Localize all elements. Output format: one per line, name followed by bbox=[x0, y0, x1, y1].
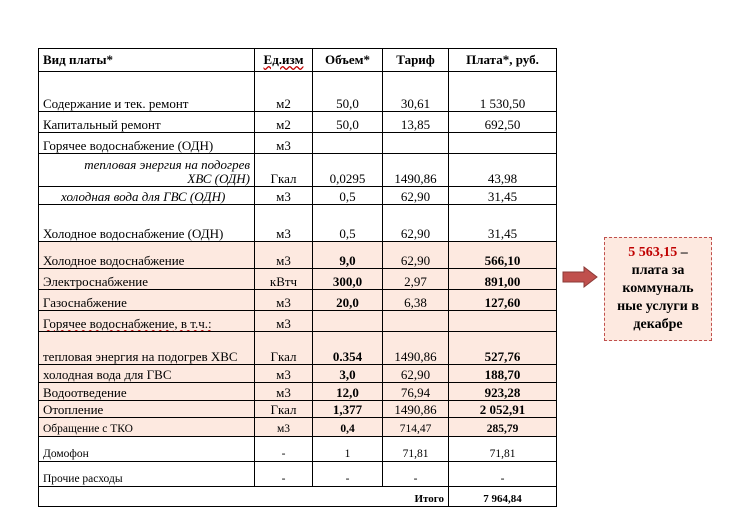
row-unit: м2 bbox=[255, 112, 313, 133]
row-unit: м3 bbox=[255, 187, 313, 205]
row-name: Прочие расходы bbox=[39, 462, 255, 487]
row-tariff: 6,38 bbox=[383, 290, 449, 311]
row-tariff: 62,90 bbox=[383, 205, 449, 242]
row-unit: - bbox=[255, 437, 313, 462]
table-row bbox=[39, 365, 557, 383]
table-row bbox=[39, 72, 557, 112]
row-payment: 527,76 bbox=[449, 332, 557, 365]
callout-amount: 5 563,15 bbox=[628, 245, 678, 260]
row-payment: 285,79 bbox=[449, 418, 557, 437]
row-volume: 1 bbox=[313, 437, 383, 462]
table-row bbox=[39, 332, 557, 365]
table-row bbox=[39, 187, 557, 205]
row-unit: м3 bbox=[255, 242, 313, 269]
row-unit: Гкал bbox=[255, 401, 313, 418]
row-payment: 31,45 bbox=[449, 187, 557, 205]
row-name: Отопление bbox=[39, 401, 255, 418]
row-name: Содержание и тек. ремонт bbox=[39, 72, 255, 112]
billing-table bbox=[38, 48, 557, 507]
row-unit: м3 bbox=[255, 205, 313, 242]
table-row bbox=[39, 133, 557, 154]
row-volume: 0,0295 bbox=[313, 154, 383, 187]
table-row bbox=[39, 154, 557, 187]
row-payment: 566,10 bbox=[449, 242, 557, 269]
row-name: Холодное водоснабжение bbox=[39, 242, 255, 269]
row-name: Домофон bbox=[39, 437, 255, 462]
callout-amount-line bbox=[628, 244, 688, 262]
row-payment bbox=[449, 133, 557, 154]
row-payment: 188,70 bbox=[449, 365, 557, 383]
row-name: холодная вода для ГВС (ОДН) bbox=[39, 187, 255, 205]
row-unit: м2 bbox=[255, 72, 313, 112]
row-volume: 3,0 bbox=[313, 365, 383, 383]
row-tariff: 13,85 bbox=[383, 112, 449, 133]
table-row bbox=[39, 269, 557, 290]
row-volume: 1,377 bbox=[313, 401, 383, 418]
table-row bbox=[39, 401, 557, 418]
total-value: 7 964,84 bbox=[449, 487, 557, 507]
row-unit: м3 bbox=[255, 383, 313, 401]
row-payment bbox=[449, 311, 557, 332]
header-payment: Плата*, руб. bbox=[449, 49, 557, 72]
row-volume: 0,4 bbox=[313, 418, 383, 437]
row-unit: м3 bbox=[255, 133, 313, 154]
total-label: Итого bbox=[39, 487, 449, 507]
callout-dash: – bbox=[677, 245, 688, 260]
row-name: Водоотведение bbox=[39, 383, 255, 401]
row-volume: 0,5 bbox=[313, 205, 383, 242]
row-volume: 0,5 bbox=[313, 187, 383, 205]
row-name: Капитальный ремонт bbox=[39, 112, 255, 133]
row-tariff bbox=[383, 133, 449, 154]
row-tariff: 714,47 bbox=[383, 418, 449, 437]
row-payment: 891,00 bbox=[449, 269, 557, 290]
row-tariff: 62,90 bbox=[383, 365, 449, 383]
table-row bbox=[39, 418, 557, 437]
row-tariff: 2,97 bbox=[383, 269, 449, 290]
row-unit: Гкал bbox=[255, 332, 313, 365]
table-header-row bbox=[39, 49, 557, 72]
row-unit: Гкал bbox=[255, 154, 313, 187]
row-volume: 50,0 bbox=[313, 112, 383, 133]
row-tariff: 76,94 bbox=[383, 383, 449, 401]
row-volume: 300,0 bbox=[313, 269, 383, 290]
row-name: Горячее водоснабжение, в т.ч.: bbox=[39, 311, 255, 332]
table-row bbox=[39, 205, 557, 242]
table-row bbox=[39, 311, 557, 332]
header-tariff: Тариф bbox=[383, 49, 449, 72]
total-row bbox=[39, 487, 557, 507]
header-unit: Ед.изм bbox=[255, 49, 313, 72]
row-unit: кВтч bbox=[255, 269, 313, 290]
table-row bbox=[39, 437, 557, 462]
row-payment: 43,98 bbox=[449, 154, 557, 187]
row-tariff bbox=[383, 311, 449, 332]
row-payment: 923,28 bbox=[449, 383, 557, 401]
row-tariff: 30,61 bbox=[383, 72, 449, 112]
table-row bbox=[39, 290, 557, 311]
header-volume: Объем* bbox=[313, 49, 383, 72]
row-name: холодная вода для ГВС bbox=[39, 365, 255, 383]
row-volume: 0.354 bbox=[313, 332, 383, 365]
row-payment: 1 530,50 bbox=[449, 72, 557, 112]
row-tariff: 1490,86 bbox=[383, 154, 449, 187]
row-payment: 692,50 bbox=[449, 112, 557, 133]
row-volume bbox=[313, 133, 383, 154]
arrow-right-icon bbox=[562, 266, 598, 288]
row-name: Электроснабжение bbox=[39, 269, 255, 290]
row-tariff: 1490,86 bbox=[383, 332, 449, 365]
row-volume: - bbox=[313, 462, 383, 487]
december-utilities-callout bbox=[604, 237, 712, 341]
row-payment: 31,45 bbox=[449, 205, 557, 242]
row-volume: 50,0 bbox=[313, 72, 383, 112]
row-name: Обращение с ТКО bbox=[39, 418, 255, 437]
row-payment: 127,60 bbox=[449, 290, 557, 311]
row-payment: - bbox=[449, 462, 557, 487]
row-name: Горячее водоснабжение (ОДН) bbox=[39, 133, 255, 154]
table-row bbox=[39, 383, 557, 401]
row-tariff: 1490,86 bbox=[383, 401, 449, 418]
row-volume: 12,0 bbox=[313, 383, 383, 401]
row-name: Газоснабжение bbox=[39, 290, 255, 311]
row-name: тепловая энергия на подогрев ХВС bbox=[39, 332, 255, 365]
row-tariff: 71,81 bbox=[383, 437, 449, 462]
callout-text: плата за коммуналь ные услуги в декабре bbox=[617, 263, 699, 332]
table-row bbox=[39, 462, 557, 487]
row-tariff: 62,90 bbox=[383, 242, 449, 269]
row-volume: 9,0 bbox=[313, 242, 383, 269]
row-name: тепловая энергия на подогрев ХВС (ОДН) bbox=[39, 154, 255, 187]
row-unit: м3 bbox=[255, 365, 313, 383]
table-row bbox=[39, 112, 557, 133]
row-payment: 71,81 bbox=[449, 437, 557, 462]
row-unit: м3 bbox=[255, 290, 313, 311]
row-volume bbox=[313, 311, 383, 332]
row-name: Холодное водоснабжение (ОДН) bbox=[39, 205, 255, 242]
row-tariff: - bbox=[383, 462, 449, 487]
row-unit: м3 bbox=[255, 311, 313, 332]
row-volume: 20,0 bbox=[313, 290, 383, 311]
row-payment: 2 052,91 bbox=[449, 401, 557, 418]
table-row bbox=[39, 242, 557, 269]
row-unit: м3 bbox=[255, 418, 313, 437]
row-tariff: 62,90 bbox=[383, 187, 449, 205]
row-unit: - bbox=[255, 462, 313, 487]
header-service-type: Вид платы* bbox=[39, 49, 255, 72]
